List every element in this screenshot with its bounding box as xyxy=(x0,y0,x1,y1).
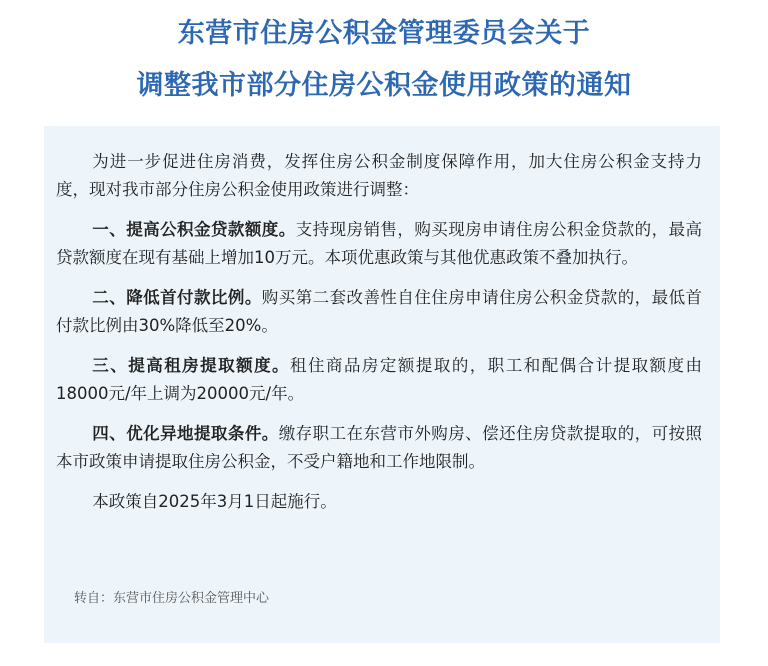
intro-paragraph: 为进一步促进住房消费，发挥住房公积金制度保障作用，加大住房公积金支持力度，现对我市部分住房公积金使用政策进行调整： xyxy=(56,152,702,199)
title-line-1: 东营市住房公积金管理委员会关于 xyxy=(177,18,591,49)
policy-item-1 xyxy=(56,216,702,272)
policy-item-2 xyxy=(56,284,702,340)
effective-date-paragraph: 本政策自2025年3月1日起施行。 xyxy=(92,492,337,511)
policy-item-3 xyxy=(56,352,702,408)
policy-item-2-heading: 二、降低首付款比例。 xyxy=(92,288,262,307)
policy-item-4-text: 缴存职工在东营市外购房、偿还住房贷款提取的，可按照本市政策申请提取住房公积金，不受户籍地和工作地限制。 xyxy=(56,424,703,471)
notice-body-panel xyxy=(44,126,720,643)
policy-item-4 xyxy=(56,420,702,476)
notice-title xyxy=(0,8,768,112)
policy-item-3-text: 租住商品房定额提取的，职工和配偶合计提取额度由18000元/年上调为20000元/年。 xyxy=(56,356,703,403)
notice-body xyxy=(44,148,720,528)
policy-item-1-heading: 一、提高公积金贷款额度。 xyxy=(92,220,296,239)
source-credit: 转自：东营市住房公积金管理中心 xyxy=(74,591,270,606)
policy-item-2-text: 购买第二套改善性自住住房申请住房公积金贷款的，最低首付款比例由30%降低至20%。 xyxy=(56,288,703,335)
policy-item-4-heading: 四、优化异地提取条件。 xyxy=(92,424,279,443)
policy-item-1-text: 支持现房销售，购买现房申请住房公积金贷款的，最高贷款额度在现有基础上增加10万元。本项优惠政策与其他优惠政策不叠加执行。 xyxy=(56,220,703,267)
title-line-2: 调整我市部分住房公积金使用政策的通知 xyxy=(136,70,632,101)
policy-item-3-heading: 三、提高租房提取额度。 xyxy=(92,356,291,375)
